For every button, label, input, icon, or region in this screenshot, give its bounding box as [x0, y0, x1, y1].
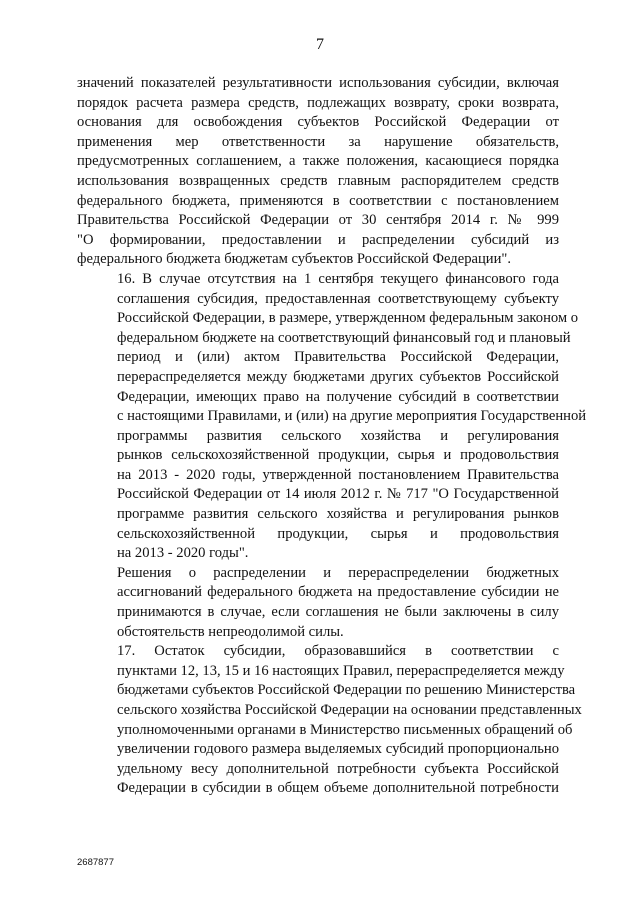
text-line: с настоящими Правилами, и (или) на другие мероприятия Государственной: [117, 408, 587, 425]
text-line: 17. Остаток субсидии, образовавшийся в соответствии с: [117, 643, 559, 660]
paragraph: [77, 270, 587, 564]
document-body: [77, 74, 587, 799]
text-line: значений показателей результативности использования субсидии, включая: [77, 75, 559, 91]
paragraph: [77, 564, 559, 642]
paragraph: [77, 642, 582, 799]
page-number: 7: [316, 36, 324, 53]
text-line: программе развития сельского хозяйства и регулирования рынков: [117, 506, 559, 523]
text-line: Федерации, имеющих право на получение субсидий в соответствии: [117, 388, 559, 405]
document-id: 2687877: [77, 857, 114, 868]
text-line: удельному весу дополнительной потребности субъекта Российской: [117, 760, 559, 777]
text-line: на 2013 - 2020 годы".: [117, 545, 249, 562]
text-line: перераспределяется между бюджетами других субъектов Российской: [117, 368, 559, 385]
text-line: сельскохозяйственной продукции, сырья и продовольствия: [117, 525, 559, 542]
text-line: федерального бюджета бюджетам субъектов Российской Федерации".: [77, 251, 512, 268]
text-line: Российской Федерации, в размере, утвержденном федеральным законом о: [117, 310, 579, 327]
text-line: порядок расчета размера средств, подлежащих возврату, сроки возврата,: [77, 94, 559, 111]
text-line: период и (или) актом Правительства Российской Федерации,: [117, 349, 559, 366]
text-line: бюджетами субъектов Российской Федерации по решению Министерства: [117, 682, 576, 699]
text-line: Федерации в субсидии в общем объеме дополнительной потребности: [117, 780, 559, 797]
text-line: сельского хозяйства Российской Федерации на основании представленных: [117, 702, 582, 718]
text-line: "О формировании, предоставлении и распределении субсидий из: [77, 231, 559, 248]
text-line: основания для освобождения субъектов Российской Федерации от: [77, 114, 559, 131]
text-line: на 2013 - 2020 годы, утвержденной постановлением Правительства: [117, 466, 559, 483]
text-line: увеличении годового размера выделяемых субсидий пропорционально: [117, 741, 559, 758]
text-line: принимаются в случае, если соглашения не были заключены в силу: [117, 604, 559, 621]
text-line: пунктами 12, 13, 15 и 16 настоящих Правил, перераспределяется между: [117, 662, 565, 679]
text-line: применения мер ответственности за нарушение обязательств,: [77, 133, 559, 150]
text-line: уполномоченными органами в Министерство письменных обращений об: [117, 721, 573, 738]
paragraph: [77, 74, 559, 270]
text-line: федеральном бюджете на соответствующий финансовый год и плановый: [117, 329, 571, 346]
text-line: Правительства Российской Федерации от 30 сентября 2014 г. № 999: [77, 212, 559, 229]
text-line: программы развития сельского хозяйства и регулирования: [117, 427, 559, 444]
text-line: 16. В случае отсутствия на 1 сентября текущего финансового года: [117, 270, 559, 287]
text-line: Российской Федерации от 14 июля 2012 г. № 717 "О Государственной: [117, 486, 559, 503]
text-line: федерального бюджета, применяются в соответствии с постановлением: [77, 192, 559, 209]
text-line: рынков сельскохозяйственной продукции, сырья и продовольствия: [117, 447, 559, 464]
text-line: соглашения субсидия, предоставленная соответствующему субъекту: [117, 290, 559, 307]
text-line: Решения о распределении и перераспределении бюджетных: [117, 564, 559, 581]
text-line: предусмотренных соглашением, а также положения, касающиеся порядка: [77, 153, 559, 170]
text-line: использования возвращенных средств главным распорядителем средств: [77, 172, 559, 189]
text-line: ассигнований федерального бюджета на предоставление субсидии не: [117, 584, 559, 601]
text-line: обстоятельств непреодолимой силы.: [117, 623, 344, 640]
